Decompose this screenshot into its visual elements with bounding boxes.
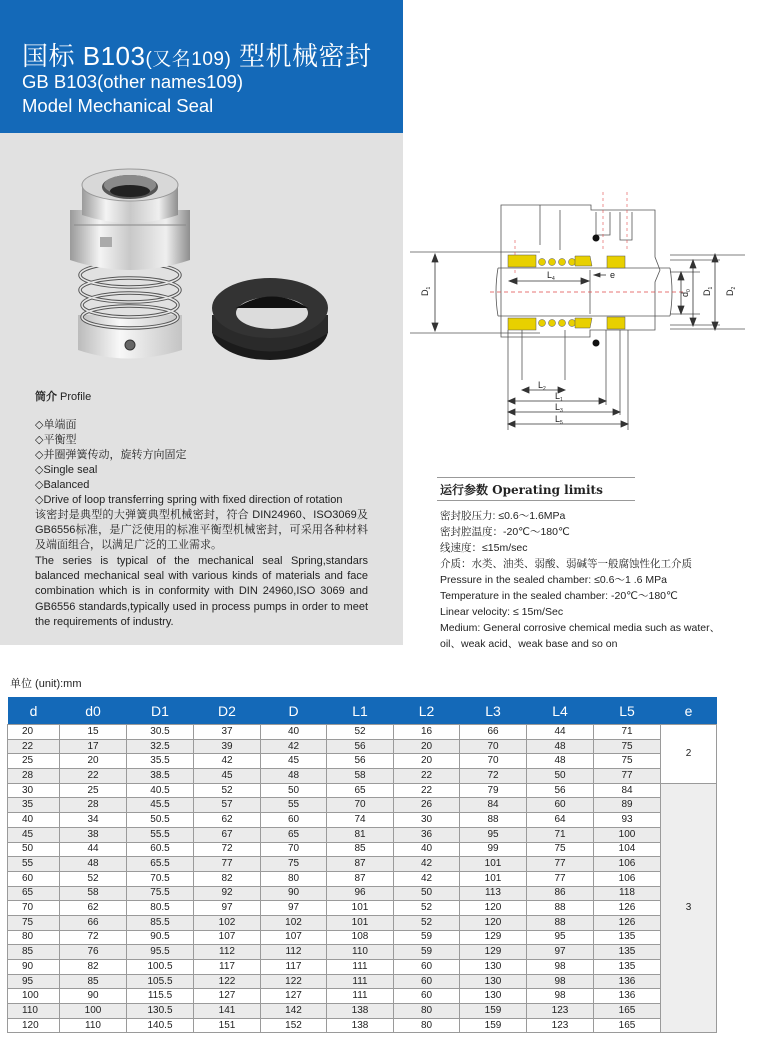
cell-d: 75	[261, 857, 327, 872]
cell-d0: 17	[60, 739, 127, 754]
cell-d: 122	[261, 974, 327, 989]
cell-d2: 92	[194, 886, 261, 901]
cell-l5: 75	[594, 754, 661, 769]
limit-item: Pressure in the sealed chamber: ≤0.6～1 .6 MPa	[440, 574, 667, 586]
cell-d: 120	[8, 1018, 60, 1033]
table-row	[8, 739, 717, 754]
description-en: The series is typical of the mechanical seal Spring,standars balanced mechanical seal with various kinds of materials and face combination which is in conformity with DIN 24960,ISO 3069 and GB6556 standards,typically used in process pumps in order to meet the requirements of industry.	[35, 555, 368, 628]
cell-l5: 126	[594, 915, 661, 930]
cell-d: 40	[8, 813, 60, 828]
cell-l2: 80	[394, 1004, 460, 1019]
o-ring-bottom	[593, 340, 600, 347]
title-cn-alias: (又名109)	[145, 49, 232, 70]
cell-l4: 77	[527, 871, 594, 886]
cell-l5: 100	[594, 827, 661, 842]
seal-components	[508, 255, 625, 330]
cell-l5: 89	[594, 798, 661, 813]
cell-d: 28	[8, 769, 60, 784]
column-header-l4: L4	[527, 697, 594, 725]
cell-d1: 55.5	[127, 827, 194, 842]
cell-l1: 111	[327, 989, 394, 1004]
cell-d: 117	[261, 960, 327, 975]
cell-d: 65	[261, 827, 327, 842]
table-row	[8, 915, 717, 930]
table-row	[8, 857, 717, 872]
cell-d2: 39	[194, 739, 261, 754]
cell-l3: 66	[460, 725, 527, 740]
cell-d: 42	[261, 739, 327, 754]
cell-l5: 106	[594, 871, 661, 886]
cell-d2: 77	[194, 857, 261, 872]
cell-d1: 38.5	[127, 769, 194, 784]
cell-d: 90	[261, 886, 327, 901]
limit-item: 介质：水类、油类、弱酸、弱碱等一般腐蚀性化工介质	[440, 558, 692, 570]
cell-l3: 113	[460, 886, 527, 901]
cell-d1: 140.5	[127, 1018, 194, 1033]
cell-l3: 159	[460, 1004, 527, 1019]
housing-outline	[501, 205, 660, 337]
cell-l4: 98	[527, 960, 594, 975]
cell-d0: 62	[60, 901, 127, 916]
cell-d: 90	[8, 960, 60, 975]
cell-d2: 97	[194, 901, 261, 916]
table-row	[8, 827, 717, 842]
cell-d: 110	[8, 1004, 60, 1019]
cell-l1: 58	[327, 769, 394, 784]
table-row	[8, 798, 717, 813]
cell-d: 75	[8, 915, 60, 930]
table-row	[8, 813, 717, 828]
cell-l2: 20	[394, 754, 460, 769]
cell-l2: 26	[394, 798, 460, 813]
cell-d0: 76	[60, 945, 127, 960]
cell-d2: 72	[194, 842, 261, 857]
cell-d0: 25	[60, 783, 127, 798]
column-header-e: e	[661, 697, 717, 725]
cell-l2: 80	[394, 1018, 460, 1033]
cell-d1: 75.5	[127, 886, 194, 901]
table-row	[8, 886, 717, 901]
cell-d0: 48	[60, 857, 127, 872]
cell-l4: 56	[527, 783, 594, 798]
cell-l2: 59	[394, 945, 460, 960]
cell-d0: 58	[60, 886, 127, 901]
cell-d: 55	[261, 798, 327, 813]
cell-d1: 115.5	[127, 989, 194, 1004]
cell-l5: 135	[594, 960, 661, 975]
cell-d2: 112	[194, 945, 261, 960]
cell-d: 112	[261, 945, 327, 960]
table-row	[8, 754, 717, 769]
label-L1: $L_1$	[555, 391, 563, 403]
cell-d0: 15	[60, 725, 127, 740]
cell-d1: 40.5	[127, 783, 194, 798]
table-header-row	[8, 697, 717, 725]
description-cn: 该密封是典型的大弹簧典型机械密封，符合 DIN24960、ISO3069及GB6556标准，是广泛使用的标准平衡型机械密封，可采用各种材料及端面组合，以满足广泛的工业需求。	[35, 509, 368, 552]
cell-d1: 30.5	[127, 725, 194, 740]
cell-l5: 118	[594, 886, 661, 901]
cell-l1: 108	[327, 930, 394, 945]
cell-l4: 60	[527, 798, 594, 813]
cell-l4: 50	[527, 769, 594, 784]
cell-d: 100	[8, 989, 60, 1004]
title-cn	[22, 36, 372, 73]
cell-l2: 60	[394, 974, 460, 989]
cell-d: 70	[8, 901, 60, 916]
cell-l5: 77	[594, 769, 661, 784]
cell-d: 55	[8, 857, 60, 872]
table-row	[8, 725, 717, 740]
feature-item: ◇平衡型	[35, 434, 77, 446]
cell-l1: 138	[327, 1018, 394, 1033]
cell-d1: 45.5	[127, 798, 194, 813]
cell-l2: 40	[394, 842, 460, 857]
cell-l3: 130	[460, 960, 527, 975]
cell-l3: 130	[460, 974, 527, 989]
cell-l3: 129	[460, 945, 527, 960]
cell-l5: 135	[594, 930, 661, 945]
divider	[437, 500, 635, 501]
cell-l3: 99	[460, 842, 527, 857]
table-row	[8, 960, 717, 975]
cell-d1: 95.5	[127, 945, 194, 960]
cell-l4: 77	[527, 857, 594, 872]
cell-l3: 70	[460, 739, 527, 754]
profile-heading-en: Profile	[57, 391, 92, 403]
cell-l3: 72	[460, 769, 527, 784]
column-header-l3: L3	[460, 697, 527, 725]
cell-l1: 56	[327, 754, 394, 769]
title-banner	[0, 0, 403, 133]
table-row	[8, 974, 717, 989]
cell-d1: 100.5	[127, 960, 194, 975]
cell-d1: 80.5	[127, 901, 194, 916]
cell-d: 22	[8, 739, 60, 754]
cell-l1: 56	[327, 739, 394, 754]
cell-l1: 81	[327, 827, 394, 842]
cell-l2: 42	[394, 871, 460, 886]
cell-l1: 85	[327, 842, 394, 857]
table-row	[8, 783, 717, 798]
profile-heading	[35, 388, 91, 404]
cell-l4: 64	[527, 813, 594, 828]
cell-d0: 66	[60, 915, 127, 930]
cell-d0: 34	[60, 813, 127, 828]
column-header-d2: D2	[194, 697, 261, 725]
cell-d0: 90	[60, 989, 127, 1004]
cell-d0: 100	[60, 1004, 127, 1019]
cell-l3: 84	[460, 798, 527, 813]
cell-d2: 45	[194, 769, 261, 784]
cell-d2: 37	[194, 725, 261, 740]
cell-d: 80	[8, 930, 60, 945]
dimension-table	[7, 697, 717, 1033]
cell-d: 95	[8, 974, 60, 989]
cell-d2: 117	[194, 960, 261, 975]
cell-d: 107	[261, 930, 327, 945]
feature-item: ◇Balanced	[35, 479, 90, 491]
cell-d0: 20	[60, 754, 127, 769]
cell-l5: 93	[594, 813, 661, 828]
label-L5: $L_5$	[555, 414, 563, 426]
label-D: $D_1$	[420, 286, 432, 296]
cell-d0: 52	[60, 871, 127, 886]
cell-l1: 52	[327, 725, 394, 740]
o-ring-top	[593, 235, 600, 242]
label-L4: $L_4$	[547, 270, 555, 282]
cell-l1: 111	[327, 974, 394, 989]
cell-l2: 52	[394, 901, 460, 916]
profile-heading-cn: 筒介	[35, 391, 57, 403]
cell-l4: 97	[527, 945, 594, 960]
column-header-d0: d0	[60, 697, 127, 725]
cell-l4: 98	[527, 989, 594, 1004]
feature-item: ◇Single seal	[35, 464, 98, 476]
cell-l1: 65	[327, 783, 394, 798]
cell-d: 50	[8, 842, 60, 857]
feature-item: ◇并圈弹簧传动，旋转方向固定	[35, 449, 187, 461]
cell-d1: 50.5	[127, 813, 194, 828]
cell-l2: 20	[394, 739, 460, 754]
cell-l3: 101	[460, 857, 527, 872]
cell-l2: 22	[394, 783, 460, 798]
cell-l3: 159	[460, 1018, 527, 1033]
cell-d2: 122	[194, 974, 261, 989]
cell-d: 48	[261, 769, 327, 784]
cell-l5: 75	[594, 739, 661, 754]
table-row	[8, 945, 717, 960]
table-row	[8, 871, 717, 886]
cell-d1: 60.5	[127, 842, 194, 857]
cell-l1: 87	[327, 871, 394, 886]
cell-l5: 106	[594, 857, 661, 872]
cell-l4: 88	[527, 901, 594, 916]
cell-l4: 75	[527, 842, 594, 857]
table-row	[8, 901, 717, 916]
cell-l3: 101	[460, 871, 527, 886]
cell-l4: 71	[527, 827, 594, 842]
limit-item: 密封胶压力: ≤0.6～1.6MPa	[440, 510, 566, 522]
cell-d0: 28	[60, 798, 127, 813]
cell-d: 127	[261, 989, 327, 1004]
column-header-l5: L5	[594, 697, 661, 725]
cell-d2: 42	[194, 754, 261, 769]
cell-l1: 110	[327, 945, 394, 960]
table-row	[8, 930, 717, 945]
feature-item: ◇Drive of loop transferring spring with fixed direction of rotation	[35, 494, 343, 506]
table-row	[8, 1018, 717, 1033]
cross-section-diagram	[410, 180, 755, 435]
cell-d2: 151	[194, 1018, 261, 1033]
cell-d: 50	[261, 783, 327, 798]
column-header-d: D	[261, 697, 327, 725]
cell-l2: 30	[394, 813, 460, 828]
cell-d2: 127	[194, 989, 261, 1004]
cell-l5: 136	[594, 989, 661, 1004]
table-row	[8, 989, 717, 1004]
cell-l3: 120	[460, 901, 527, 916]
cell-l2: 50	[394, 886, 460, 901]
cell-l1: 87	[327, 857, 394, 872]
cell-e-group: 2	[661, 725, 717, 784]
cell-l1: 111	[327, 960, 394, 975]
cell-l1: 101	[327, 915, 394, 930]
table-row	[8, 842, 717, 857]
cell-l5: 126	[594, 901, 661, 916]
cell-l4: 48	[527, 739, 594, 754]
cell-d: 25	[8, 754, 60, 769]
cell-d0: 72	[60, 930, 127, 945]
cell-d: 65	[8, 886, 60, 901]
cell-d: 80	[261, 871, 327, 886]
cell-l2: 22	[394, 769, 460, 784]
feature-list	[35, 418, 375, 508]
cell-d0: 44	[60, 842, 127, 857]
column-header-d1: D1	[127, 697, 194, 725]
cell-d: 35	[8, 798, 60, 813]
cell-l5: 104	[594, 842, 661, 857]
cell-d0: 38	[60, 827, 127, 842]
column-header-l2: L2	[394, 697, 460, 725]
limit-item: Linear velocity: ≤ 15m/Sec	[440, 606, 564, 618]
cell-d: 152	[261, 1018, 327, 1033]
cell-d1: 35.5	[127, 754, 194, 769]
cell-l3: 95	[460, 827, 527, 842]
cell-l5: 136	[594, 974, 661, 989]
feature-item: ◇单端面	[35, 419, 77, 431]
cell-l2: 52	[394, 915, 460, 930]
label-d0: $d_0$	[680, 289, 692, 297]
cell-d0: 82	[60, 960, 127, 975]
cell-l1: 138	[327, 1004, 394, 1019]
column-header-l1: L1	[327, 697, 394, 725]
cell-d2: 52	[194, 783, 261, 798]
label-e: e	[610, 270, 616, 280]
cell-d: 45	[261, 754, 327, 769]
cell-d2: 107	[194, 930, 261, 945]
cell-d1: 130.5	[127, 1004, 194, 1019]
cell-d: 97	[261, 901, 327, 916]
stationary-seat-ring	[212, 278, 328, 360]
cell-l3: 129	[460, 930, 527, 945]
cell-l5: 71	[594, 725, 661, 740]
cell-l2: 16	[394, 725, 460, 740]
cell-d1: 65.5	[127, 857, 194, 872]
cell-d0: 110	[60, 1018, 127, 1033]
cell-l4: 98	[527, 974, 594, 989]
cell-d2: 57	[194, 798, 261, 813]
cell-l4: 44	[527, 725, 594, 740]
cell-l3: 130	[460, 989, 527, 1004]
cell-l4: 95	[527, 930, 594, 945]
limit-item: Temperature in the sealed chamber: -20℃～180℃	[440, 590, 678, 602]
cell-d: 60	[261, 813, 327, 828]
operating-limits-list	[440, 508, 720, 652]
cell-d: 40	[261, 725, 327, 740]
cell-l5: 84	[594, 783, 661, 798]
cell-e-group: 3	[661, 783, 717, 1033]
cell-l2: 60	[394, 960, 460, 975]
cell-d1: 32.5	[127, 739, 194, 754]
operating-limits-title: 运行参数 Operating limits	[440, 483, 603, 497]
cell-d0: 85	[60, 974, 127, 989]
cell-d2: 102	[194, 915, 261, 930]
cell-d: 30	[8, 783, 60, 798]
cell-l4: 123	[527, 1018, 594, 1033]
cell-d2: 67	[194, 827, 261, 842]
cell-l3: 120	[460, 915, 527, 930]
cell-d1: 90.5	[127, 930, 194, 945]
divider	[437, 477, 635, 478]
cell-l1: 96	[327, 886, 394, 901]
cell-l3: 88	[460, 813, 527, 828]
title-cn-prefix: 国标 B103	[22, 41, 146, 71]
label-D1: $D_1$	[702, 286, 714, 296]
cell-l4: 48	[527, 754, 594, 769]
cell-d0: 22	[60, 769, 127, 784]
rotating-seal-unit	[70, 169, 190, 359]
cell-l1: 70	[327, 798, 394, 813]
cell-d: 102	[261, 915, 327, 930]
cell-d: 20	[8, 725, 60, 740]
limit-item: 密封腔温度：-20℃～180℃	[440, 526, 570, 538]
cell-l1: 101	[327, 901, 394, 916]
limit-item: 线速度：≤15m/sec	[440, 542, 528, 554]
cell-l3: 70	[460, 754, 527, 769]
unit-label: 单位 (unit):mm	[10, 678, 82, 690]
title-cn-suffix: 型机械密封	[231, 41, 372, 71]
cell-d1: 105.5	[127, 974, 194, 989]
cell-d: 45	[8, 827, 60, 842]
column-header-d: d	[8, 697, 60, 725]
cell-d2: 141	[194, 1004, 261, 1019]
cell-l4: 88	[527, 915, 594, 930]
cell-l3: 79	[460, 783, 527, 798]
cell-d1: 70.5	[127, 871, 194, 886]
label-L2: $L_2$	[538, 380, 546, 392]
limit-item: Medium: General corrosive chemical media such as water、	[440, 622, 721, 634]
cell-l5: 165	[594, 1018, 661, 1033]
label-L3: $L_3$	[555, 402, 563, 414]
cell-d: 142	[261, 1004, 327, 1019]
title-en-line2: Model Mechanical Seal	[22, 95, 214, 116]
cell-d: 60	[8, 871, 60, 886]
cell-l5: 135	[594, 945, 661, 960]
table-row	[8, 1004, 717, 1019]
cell-l4: 123	[527, 1004, 594, 1019]
label-D2: $D_2$	[725, 286, 737, 296]
cell-l4: 86	[527, 886, 594, 901]
cell-d: 85	[8, 945, 60, 960]
cell-l5: 165	[594, 1004, 661, 1019]
table-row	[8, 769, 717, 784]
cell-l1: 74	[327, 813, 394, 828]
product-photo	[60, 165, 360, 375]
cell-l2: 36	[394, 827, 460, 842]
cell-l2: 42	[394, 857, 460, 872]
limit-item: oil、weak acid、weak base and so on	[440, 638, 618, 650]
cell-d: 70	[261, 842, 327, 857]
cell-d2: 62	[194, 813, 261, 828]
cell-l2: 60	[394, 989, 460, 1004]
cell-d2: 82	[194, 871, 261, 886]
cell-d1: 85.5	[127, 915, 194, 930]
title-en-line1: GB B103(other names109)	[22, 71, 244, 92]
cell-l2: 59	[394, 930, 460, 945]
